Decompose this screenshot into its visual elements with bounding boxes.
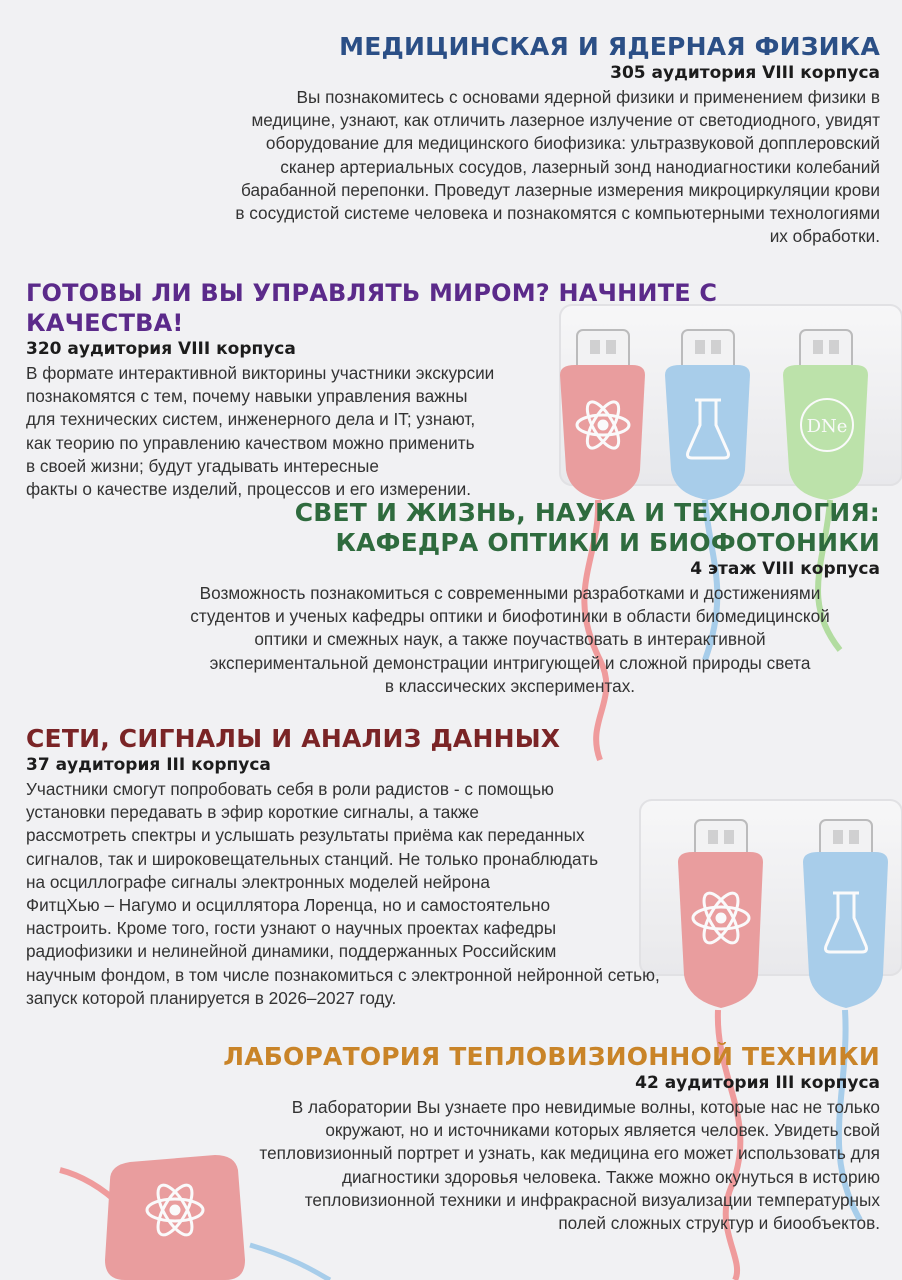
section-thermal-imaging-lab (100, 1042, 880, 1235)
text-line: их обработки. (769, 226, 880, 247)
text-line: в классических экспериментах. (384, 675, 636, 696)
text-line: ФитцХью – Нагумо и осциллятора Лоренца, но и самостоятельно (26, 895, 551, 916)
section-location: 320 аудитория VIII корпуса (26, 339, 296, 359)
text-line: оптики и смежных наук, а также поучаствовать в интерактивной (254, 629, 766, 650)
text-line: тепловизионной техники и инфракрасной визуализации температурных (304, 1189, 880, 1210)
dna-text: DNe (806, 416, 848, 437)
text-line: окружают, но и источниками которых является человек. Увидеть свой (325, 1120, 880, 1141)
text-line: установки передавать в эфир короткие сигналы, а также (26, 802, 479, 823)
text-line: полей сложных структур и биообъектов. (558, 1213, 880, 1234)
text-line: Вы познакомитесь с основами ядерной физики и применением физики в (296, 87, 880, 107)
text-line: медицине, узнают, как отличить лазерное излучение от светодиодного, увидят (251, 110, 880, 131)
text-line: для технических систем, инженерного дела и IT; узнают, (26, 409, 476, 430)
text-line: познакомятся с тем, почему навыки управления важны (26, 386, 468, 407)
text-line: сигналов, так и широковещательных станций. Не только пронаблюдать (26, 848, 599, 869)
text-line: как теорию по управлению качеством можно применить (26, 432, 475, 453)
text-line: в своей жизни; будут угадывать интересные (26, 455, 379, 476)
section-title-line-1: СВЕТ И ЖИЗНЬ, НАУКА И ТЕХНОЛОГИЯ: (294, 498, 880, 527)
text-line: диагностики здоровья человека. Также можно окунуться в историю (341, 1166, 880, 1187)
text-line: Участники смогут попробовать себя в роли радистов - с помощью (26, 779, 554, 799)
section-location: 42 аудитория III корпуса (635, 1073, 880, 1093)
text-line: на осциллографе сигналы электронных моделей нейрона (26, 871, 490, 892)
text-line: запуск которой планируется в 2026–2027 году. (26, 987, 397, 1008)
section-location: 4 этаж VIII корпуса (690, 559, 880, 579)
text-line: барабанной перепонки. Проведут лазерные измерения микроциркуляции крови (241, 179, 880, 200)
section-title: СЕТИ, СИГНАЛЫ И АНАЛИЗ ДАННЫХ (26, 724, 561, 753)
text-line: сканер артериальных сосудов, лазерный зонд нанодиагностики колебаний (280, 156, 880, 177)
text-line: экспериментальной демонстрации интригующей и сложной природы света (209, 652, 811, 673)
section-description (100, 582, 880, 698)
section-location: 305 аудитория VIII корпуса (610, 63, 880, 83)
section-description (26, 778, 826, 1010)
text-line: радиофизики и нелинейной динамики, поддержанных Российским (26, 941, 557, 962)
section-title: ЛАБОРАТОРИЯ ТЕПЛОВИЗИОННОЙ ТЕХНИКИ (223, 1042, 880, 1071)
section-optics-biophotonics (100, 498, 880, 698)
section-networks-signals (26, 724, 826, 1010)
section-title: ГОТОВЫ ЛИ ВЫ УПРАВЛЯТЬ МИРОМ? НАЧНИТЕ С КАЧЕСТВА! (26, 279, 718, 337)
section-title-line-2: КАФЕДРА ОПТИКИ И БИОФОТОНИКИ (335, 528, 880, 557)
text-line: научным фондом, в том числе познакомиться с электронной нейронной сетью, (26, 964, 660, 985)
text-line: рассмотреть спектры и услышать результаты приёма как переданных (26, 825, 585, 846)
text-line: В формате интерактивной викторины участники экскурсии (26, 363, 495, 383)
text-line: тепловизионный портрет и узнать, как медицина его может использовать для (259, 1143, 880, 1164)
text-line: оборудование для медицинского биофизика: ультразвуковой допплеровский (265, 133, 880, 154)
text-line: факты о качестве изделий, процессов и его измерении. (26, 479, 472, 500)
section-description (100, 86, 880, 248)
section-medical-physics (100, 32, 880, 248)
section-quality-management (26, 278, 846, 501)
section-description (26, 362, 846, 501)
section-location: 37 аудитория III корпуса (26, 755, 271, 775)
section-description (100, 1096, 880, 1235)
text-line: Возможность познакомиться с современными разработками и достижениями (199, 583, 821, 603)
text-line: студентов и ученых кафедры оптики и биофотиники в области биомедицинской (190, 606, 830, 627)
text-line: в сосудистой системе человека и познакомятся с компьютерными технологиями (235, 203, 880, 224)
text-line: настроить. Кроме того, гости узнают о научных проектах кафедры (26, 918, 557, 939)
text-line: В лаборатории Вы узнаете про невидимые волны, которые нас не только (291, 1097, 880, 1117)
section-title: МЕДИЦИНСКАЯ И ЯДЕРНАЯ ФИЗИКА (339, 32, 880, 61)
